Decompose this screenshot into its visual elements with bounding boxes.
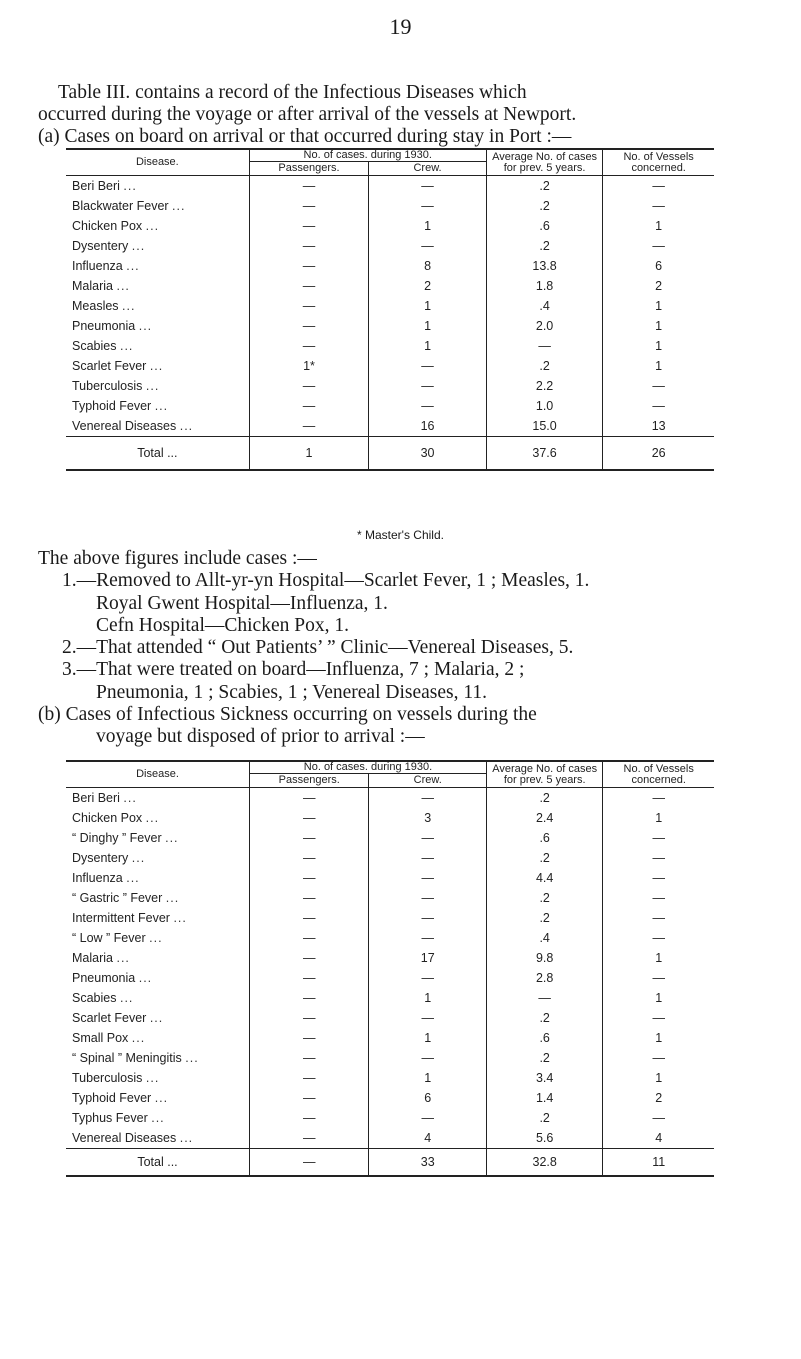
disease-cell: Chicken Pox ...: [72, 811, 160, 825]
intro-line-1: Table III. contains a record of the Infectious Diseases which: [58, 82, 527, 103]
table-row: [66, 1028, 714, 1048]
table-row: [66, 908, 714, 928]
crew-cell: 16: [369, 416, 487, 437]
crew-cell: 1: [369, 216, 487, 236]
col-vessels-header: No. of Vessels concerned.: [603, 761, 714, 788]
table-row: [66, 256, 714, 276]
vessels-cell: —: [603, 1048, 714, 1068]
passengers-cell: —: [249, 256, 369, 276]
vessels-cell: —: [603, 236, 714, 256]
disease-cell: Tuberculosis ...: [72, 1071, 160, 1085]
disease-cell: “ Dinghy ” Fever ...: [72, 831, 179, 845]
vessels-cell: —: [603, 1008, 714, 1028]
average-cell: .2: [486, 356, 602, 376]
disease-cell: “ Gastric ” Fever ...: [72, 891, 180, 905]
disease-cell: Scarlet Fever ...: [72, 1011, 164, 1025]
vessels-cell: —: [603, 928, 714, 948]
note-item-1c: Cefn Hospital—Chicken Pox, 1.: [96, 614, 349, 636]
vessels-cell: 1: [603, 216, 714, 236]
crew-cell: 1: [369, 1068, 487, 1088]
table-row: [66, 1088, 714, 1108]
col-disease-header: Disease.: [66, 149, 249, 176]
page-number: 19: [389, 14, 412, 39]
disease-cell: Influenza ...: [72, 259, 140, 273]
table-row: [66, 968, 714, 988]
table-row: [66, 236, 714, 256]
note-item-3b: Pneumonia, 1 ; Scabies, 1 ; Venereal Diseases, 11.: [96, 681, 487, 703]
disease-cell: “ Low ” Fever ...: [72, 931, 163, 945]
disease-cell: Typhus Fever ...: [72, 1111, 165, 1125]
average-cell: .2: [486, 908, 602, 928]
crew-cell: 6: [369, 1088, 487, 1108]
crew-cell: —: [369, 176, 487, 197]
crew-cell: 1: [369, 336, 487, 356]
passengers-cell: —: [249, 808, 369, 828]
notes-section: [38, 548, 783, 749]
passengers-cell: —: [249, 296, 369, 316]
disease-cell: Chicken Pox ...: [72, 219, 160, 233]
average-cell: .2: [486, 1008, 602, 1028]
average-cell: 3.4: [486, 1068, 602, 1088]
col-average-header: Average No. of cases for prev. 5 years.: [486, 761, 602, 788]
average-cell: .2: [486, 176, 602, 197]
crew-cell: 17: [369, 948, 487, 968]
passengers-cell: —: [249, 1028, 369, 1048]
disease-cell: Pneumonia ...: [72, 319, 153, 333]
crew-cell: 1: [369, 296, 487, 316]
disease-cell: Small Pox ...: [72, 1031, 146, 1045]
note-item-1a: 1.—Removed to Allt-yr-yn Hospital—Scarlet Fever, 1 ; Measles, 1.: [62, 570, 590, 592]
notes-heading: The above figures include cases :—: [38, 548, 317, 569]
passengers-cell: —: [249, 928, 369, 948]
average-cell: 5.6: [486, 1128, 602, 1149]
average-cell: —: [486, 336, 602, 356]
total-crew: 30: [369, 437, 487, 471]
vessels-cell: 1: [603, 336, 714, 356]
vessels-cell: 6: [603, 256, 714, 276]
passengers-cell: —: [249, 316, 369, 336]
average-cell: 15.0: [486, 416, 602, 437]
passengers-cell: —: [249, 416, 369, 437]
crew-cell: 1: [369, 988, 487, 1008]
disease-cell: Venereal Diseases ...: [72, 1131, 194, 1145]
disease-cell: Tuberculosis ...: [72, 379, 160, 393]
section-b-heading-2: voyage but disposed of prior to arrival :—: [96, 726, 425, 748]
passengers-cell: —: [249, 848, 369, 868]
col-vessels-header: No. of Vessels concerned.: [603, 149, 714, 176]
table-row: [66, 1008, 714, 1028]
col-cases-group-header: No. of cases. during 1930.: [249, 149, 486, 162]
passengers-cell: —: [249, 236, 369, 256]
crew-cell: —: [369, 376, 487, 396]
table-row: [66, 1128, 714, 1149]
table-row: [66, 216, 714, 236]
passengers-cell: —: [249, 1048, 369, 1068]
crew-cell: —: [369, 848, 487, 868]
table-row: [66, 928, 714, 948]
crew-cell: —: [369, 908, 487, 928]
crew-cell: —: [369, 828, 487, 848]
passengers-cell: —: [249, 868, 369, 888]
average-cell: 2.0: [486, 316, 602, 336]
table-row: [66, 1068, 714, 1088]
passengers-cell: —: [249, 968, 369, 988]
table-row: [66, 196, 714, 216]
col-crew-header: Crew.: [369, 774, 487, 788]
col-disease-header: Disease.: [66, 761, 249, 788]
passengers-cell: —: [249, 376, 369, 396]
section-a-heading: (a) Cases on board on arrival or that occurred during stay in Port :—: [38, 126, 572, 147]
table-row: [66, 888, 714, 908]
table-b: [66, 760, 714, 1177]
vessels-cell: 1: [603, 296, 714, 316]
average-cell: .2: [486, 888, 602, 908]
disease-cell: Blackwater Fever ...: [72, 199, 186, 213]
passengers-cell: —: [249, 1088, 369, 1108]
vessels-cell: —: [603, 176, 714, 197]
passengers-cell: —: [249, 396, 369, 416]
disease-cell: Typhoid Fever ...: [72, 1091, 169, 1105]
average-cell: .6: [486, 216, 602, 236]
table-row: [66, 1108, 714, 1128]
note-item-2: 2.—That attended “ Out Patients’ ” Clinic—Venereal Diseases, 5.: [62, 637, 574, 659]
col-passengers-header: Passengers.: [249, 162, 369, 176]
footnote: * Master's Child.: [357, 528, 444, 542]
table-row: [66, 176, 714, 197]
average-cell: —: [486, 988, 602, 1008]
passengers-cell: 1*: [249, 356, 369, 376]
average-cell: 1.4: [486, 1088, 602, 1108]
vessels-cell: 1: [603, 988, 714, 1008]
average-cell: .4: [486, 928, 602, 948]
vessels-cell: —: [603, 908, 714, 928]
table-row: [66, 356, 714, 376]
col-cases-group-header: No. of cases. during 1930.: [249, 761, 486, 774]
note-item-1b: Royal Gwent Hospital—Influenza, 1.: [96, 592, 388, 614]
disease-cell: Dysentery ...: [72, 851, 146, 865]
table-row: [66, 376, 714, 396]
total-crew: 33: [369, 1149, 487, 1177]
vessels-cell: —: [603, 848, 714, 868]
vessels-cell: 1: [603, 1028, 714, 1048]
crew-cell: —: [369, 868, 487, 888]
table-row: [66, 848, 714, 868]
crew-cell: —: [369, 1108, 487, 1128]
total-passengers: —: [249, 1149, 369, 1177]
vessels-cell: 1: [603, 808, 714, 828]
average-cell: .2: [486, 1048, 602, 1068]
vessels-cell: —: [603, 788, 714, 809]
disease-cell: “ Spinal ” Meningitis ...: [72, 1051, 199, 1065]
crew-cell: —: [369, 788, 487, 809]
vessels-cell: 2: [603, 1088, 714, 1108]
average-cell: 2.8: [486, 968, 602, 988]
vessels-cell: 1: [603, 1068, 714, 1088]
average-cell: 2.4: [486, 808, 602, 828]
crew-cell: —: [369, 356, 487, 376]
disease-cell: Pneumonia ...: [72, 971, 153, 985]
passengers-cell: —: [249, 176, 369, 197]
disease-cell: Intermittent Fever ...: [72, 911, 187, 925]
vessels-cell: —: [603, 968, 714, 988]
average-cell: .2: [486, 788, 602, 809]
passengers-cell: —: [249, 988, 369, 1008]
vessels-cell: —: [603, 196, 714, 216]
crew-cell: —: [369, 928, 487, 948]
crew-cell: —: [369, 1048, 487, 1068]
crew-cell: 1: [369, 316, 487, 336]
average-cell: .2: [486, 196, 602, 216]
table-row: [66, 1048, 714, 1068]
vessels-cell: —: [603, 888, 714, 908]
table-row: [66, 276, 714, 296]
total-average: 32.8: [486, 1149, 602, 1177]
table-row: [66, 296, 714, 316]
total-row: [66, 437, 714, 471]
table-row: [66, 396, 714, 416]
disease-cell: Venereal Diseases ...: [72, 419, 194, 433]
col-average-header: Average No. of cases for prev. 5 years.: [486, 149, 602, 176]
crew-cell: —: [369, 396, 487, 416]
disease-cell: Scarlet Fever ...: [72, 359, 164, 373]
vessels-cell: 1: [603, 356, 714, 376]
total-passengers: 1: [249, 437, 369, 471]
average-cell: 2.2: [486, 376, 602, 396]
table-a: [66, 148, 714, 471]
disease-cell: Scabies ...: [72, 991, 134, 1005]
crew-cell: 3: [369, 808, 487, 828]
passengers-cell: —: [249, 788, 369, 809]
disease-cell: Malaria ...: [72, 279, 130, 293]
passengers-cell: —: [249, 828, 369, 848]
average-cell: 13.8: [486, 256, 602, 276]
total-label: Total ...: [66, 437, 249, 471]
crew-cell: 2: [369, 276, 487, 296]
intro-text: [38, 82, 778, 148]
passengers-cell: —: [249, 336, 369, 356]
table-row: [66, 316, 714, 336]
average-cell: 9.8: [486, 948, 602, 968]
table-row: [66, 336, 714, 356]
crew-cell: 8: [369, 256, 487, 276]
vessels-cell: 1: [603, 316, 714, 336]
disease-cell: Malaria ...: [72, 951, 130, 965]
passengers-cell: —: [249, 1008, 369, 1028]
average-cell: 1.0: [486, 396, 602, 416]
crew-cell: 4: [369, 1128, 487, 1149]
passengers-cell: —: [249, 908, 369, 928]
vessels-cell: 1: [603, 948, 714, 968]
crew-cell: —: [369, 236, 487, 256]
table-row: [66, 828, 714, 848]
crew-cell: —: [369, 888, 487, 908]
note-item-3a: 3.—That were treated on board—Influenza, 7 ; Malaria, 2 ;: [62, 659, 525, 681]
col-crew-header: Crew.: [369, 162, 487, 176]
passengers-cell: —: [249, 1108, 369, 1128]
average-cell: .2: [486, 1108, 602, 1128]
passengers-cell: —: [249, 276, 369, 296]
disease-cell: Beri Beri ...: [72, 179, 137, 193]
vessels-cell: —: [603, 1108, 714, 1128]
vessels-cell: 2: [603, 276, 714, 296]
passengers-cell: —: [249, 196, 369, 216]
total-vessels: 26: [603, 437, 714, 471]
table-row: [66, 416, 714, 437]
total-row: [66, 1149, 714, 1177]
passengers-cell: —: [249, 1128, 369, 1149]
disease-cell: Influenza ...: [72, 871, 140, 885]
disease-cell: Scabies ...: [72, 339, 134, 353]
disease-cell: Beri Beri ...: [72, 791, 137, 805]
col-passengers-header: Passengers.: [249, 774, 369, 788]
total-label: Total ...: [66, 1149, 249, 1177]
average-cell: .4: [486, 296, 602, 316]
vessels-cell: —: [603, 868, 714, 888]
crew-cell: —: [369, 968, 487, 988]
total-average: 37.6: [486, 437, 602, 471]
passengers-cell: —: [249, 888, 369, 908]
average-cell: 1.8: [486, 276, 602, 296]
crew-cell: 1: [369, 1028, 487, 1048]
average-cell: .2: [486, 848, 602, 868]
vessels-cell: —: [603, 396, 714, 416]
average-cell: 4.4: [486, 868, 602, 888]
intro-line-2: occurred during the voyage or after arrival of the vessels at Newport.: [38, 104, 577, 125]
disease-cell: Dysentery ...: [72, 239, 146, 253]
vessels-cell: 13: [603, 416, 714, 437]
passengers-cell: —: [249, 948, 369, 968]
table-row: [66, 948, 714, 968]
section-b-heading-1: (b) Cases of Infectious Sickness occurring on vessels during the: [38, 704, 537, 726]
vessels-cell: —: [603, 376, 714, 396]
table-row: [66, 988, 714, 1008]
crew-cell: —: [369, 1008, 487, 1028]
total-vessels: 11: [603, 1149, 714, 1177]
average-cell: .6: [486, 828, 602, 848]
disease-cell: Typhoid Fever ...: [72, 399, 169, 413]
vessels-cell: 4: [603, 1128, 714, 1149]
vessels-cell: —: [603, 828, 714, 848]
table-row: [66, 808, 714, 828]
passengers-cell: —: [249, 1068, 369, 1088]
table-row: [66, 868, 714, 888]
table-row: [66, 788, 714, 809]
crew-cell: —: [369, 196, 487, 216]
disease-cell: Measles ...: [72, 299, 136, 313]
average-cell: .2: [486, 236, 602, 256]
average-cell: .6: [486, 1028, 602, 1048]
passengers-cell: —: [249, 216, 369, 236]
